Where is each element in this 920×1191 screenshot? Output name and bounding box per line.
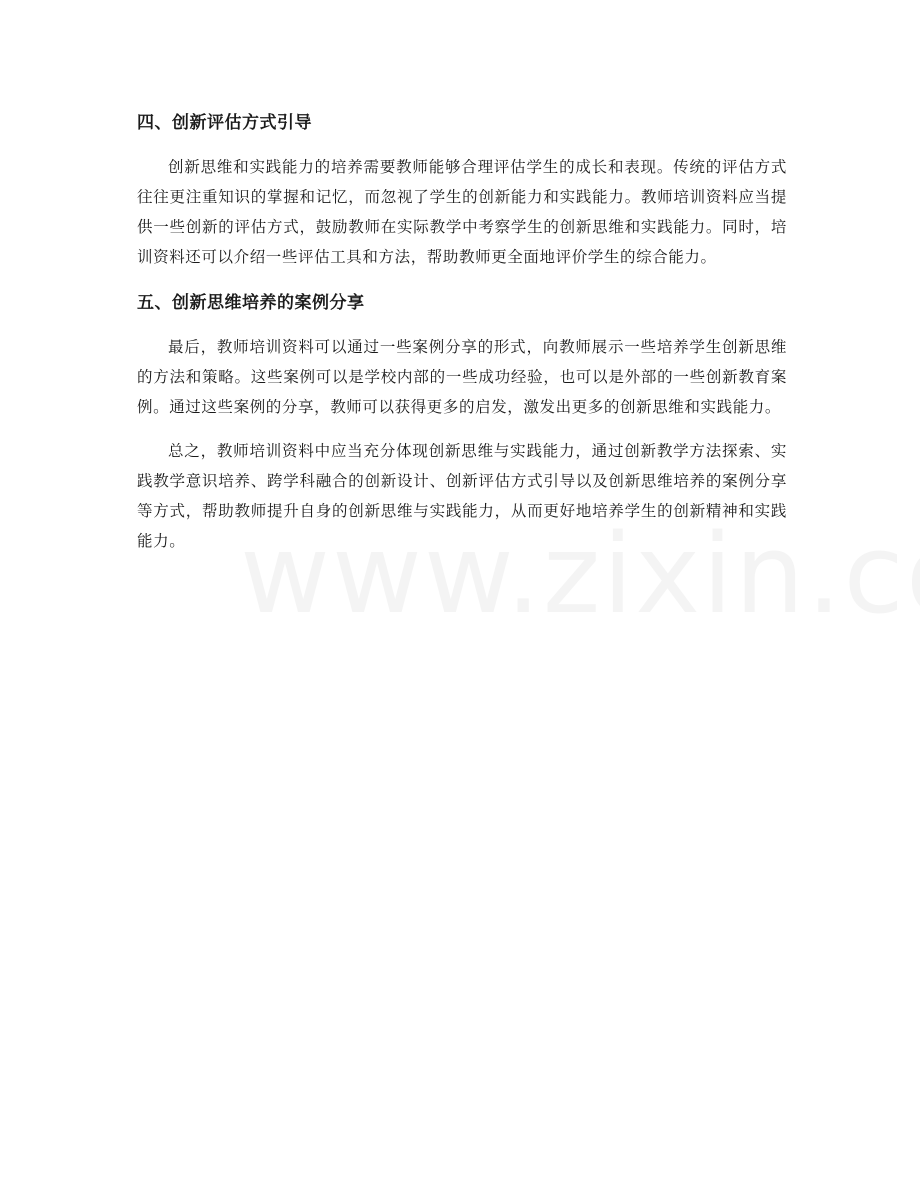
document-body — [137, 106, 787, 570]
section-case-sharing — [137, 286, 787, 556]
paragraph: 最后，教师培训资料可以通过一些案例分享的形式，向教师展示一些培养学生创新思维的方法和策略。这些案例可以是学校内部的一些成功经验，也可以是外部的一些创新教育案例。通过这些案例的分享，教师可以获得更多的启发，激发出更多的创新思维和实践能力。 — [137, 338, 787, 416]
paragraph-summary: 总之，教师培训资料中应当充分体现创新思维与实践能力，通过创新教学方法探索、实践教学意识培养、跨学科融合的创新设计、创新评估方式引导以及创新思维培养的案例分享等方式，帮助教师提升自身的创新思维与实践能力，从而更好地培养学生的创新精神和实践能力。 — [137, 442, 787, 550]
section-heading: 四、创新评估方式引导 — [137, 113, 312, 133]
section-evaluation — [137, 106, 787, 272]
section-heading: 五、创新思维培养的案例分享 — [137, 293, 365, 313]
paragraph: 创新思维和实践能力的培养需要教师能够合理评估学生的成长和表现。传统的评估方式往往更注重知识的掌握和记忆，而忽视了学生的创新能力和实践能力。教师培训资料应当提供一些创新的评估方式，鼓励教师在实际教学中考察学生的创新思维和实践能力。同时，培训资料还可以介绍一些评估工具和方法，帮助教师更全面地评价学生的综合能力。 — [137, 158, 787, 266]
